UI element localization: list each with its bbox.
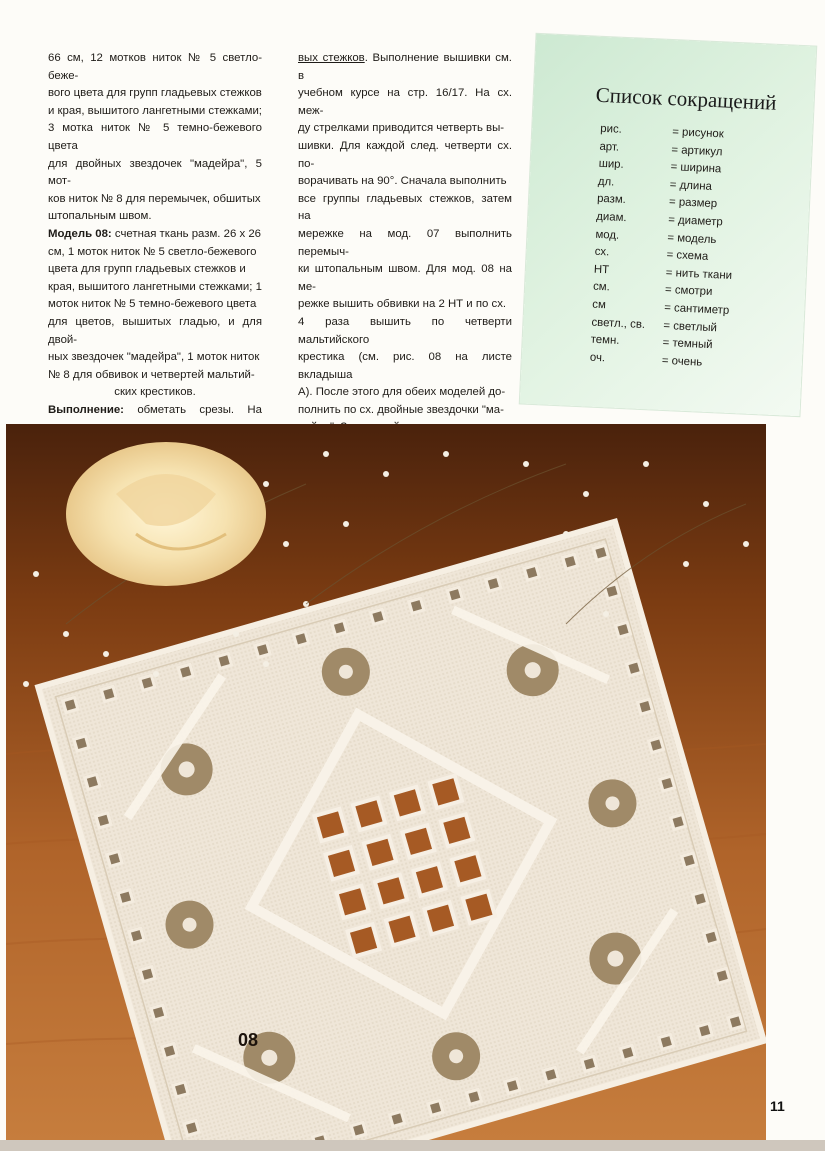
text-line: шивки. Для каждой след. четверти сх. по- bbox=[298, 139, 512, 170]
text-line: ворачивать на 90°. Сначала выполнить bbox=[298, 175, 507, 188]
text-line: полнить по сх. двойные звездочки "ма- bbox=[298, 403, 504, 416]
doily-photo bbox=[6, 424, 766, 1140]
abbreviation: шир. bbox=[598, 157, 624, 172]
text-line: ских крестиков. bbox=[114, 386, 196, 399]
text-line: мережке на мод. 07 выполнить перемыч- bbox=[298, 227, 512, 258]
text-line: крестика (см. рис. 08 на листе вкладыша bbox=[298, 351, 512, 381]
abbreviation: сх. bbox=[594, 245, 610, 259]
abbreviation: диам. bbox=[596, 210, 627, 225]
abbreviation-meaning: = схема bbox=[666, 249, 709, 264]
text-line: цвета для групп гладьевых стежков и bbox=[48, 263, 246, 276]
model08-heading: Модель 08: bbox=[48, 227, 112, 240]
text-line: моток ниток № 5 темно-бежевого цвета bbox=[48, 298, 257, 311]
text-line: для цветов, вышитых гладью, и для двой- bbox=[48, 315, 262, 346]
abbreviation: разм. bbox=[596, 193, 627, 207]
text-line: № 8 для обвивок и четвертей мальтий- bbox=[48, 368, 255, 381]
abbreviation: арт. bbox=[599, 140, 620, 154]
text-fragment: обметать срезы. На bbox=[137, 403, 262, 416]
text-line: 3 мотка ниток № 5 темно-бежевого цвета bbox=[48, 122, 262, 152]
abbreviation-meaning: = ширина bbox=[670, 161, 722, 176]
text-line: см, 1 моток ниток № 5 светло-бежевого bbox=[48, 245, 257, 258]
text-line bbox=[298, 50, 512, 85]
abbreviation-meaning: = длина bbox=[669, 178, 713, 193]
abbreviation-meaning: = модель bbox=[667, 231, 717, 246]
abbreviations-list bbox=[589, 121, 792, 376]
page-edge bbox=[0, 1140, 825, 1151]
text-line: ков ниток № 8 для перемычек, обшитых bbox=[48, 192, 261, 205]
abbreviation: см bbox=[592, 298, 607, 312]
abbreviation: см. bbox=[592, 281, 611, 294]
abbreviation-meaning: = смотри bbox=[664, 284, 713, 299]
abbreviations-title: Список сокращений bbox=[595, 82, 778, 115]
text-fragment: . Выполнение вышивки см. в bbox=[298, 52, 512, 82]
abbreviation: НТ bbox=[593, 263, 610, 277]
abbreviation-meaning: = светлый bbox=[663, 319, 718, 334]
text-line: учебном курсе на стр. 16/17. На сх. меж- bbox=[298, 87, 512, 117]
model-label: 08 bbox=[238, 1030, 259, 1050]
text-line: ки штопальным швом. Для мод. 08 на ме- bbox=[298, 263, 512, 293]
text-line: 66 см, 12 мотков ниток № 5 светло-беже- bbox=[48, 52, 262, 82]
rose-flower bbox=[66, 442, 266, 586]
doily-illustration bbox=[6, 424, 766, 1140]
text-line: все группы гладьевых стежков, затем на bbox=[298, 192, 512, 223]
text-line bbox=[48, 226, 262, 244]
materials-paragraph bbox=[48, 50, 262, 226]
execution-heading: Выполнение: bbox=[48, 403, 124, 416]
abbreviation: рис. bbox=[600, 122, 623, 136]
abbreviation-meaning: = рисунок bbox=[671, 126, 724, 141]
abbreviation-meaning: = размер bbox=[668, 196, 718, 211]
abbreviation-meaning: = очень bbox=[661, 354, 703, 369]
text-line: для двойных звездочек "мадейра", 5 мот- bbox=[48, 157, 262, 188]
abbreviation: дл. bbox=[597, 175, 615, 189]
text-line: ных звездочек "мадейра", 1 моток ниток bbox=[48, 351, 260, 364]
text-line: и края, вышитого лангетными стежками; bbox=[48, 104, 262, 117]
text-line: вого цвета для групп гладьевых стежков bbox=[48, 87, 262, 100]
abbreviation: мод. bbox=[595, 228, 620, 242]
text-line: края, вышитого лангетными стежками; 1 bbox=[48, 280, 262, 293]
abbreviation-meaning: = темный bbox=[662, 337, 713, 352]
abbreviation-meaning: = нить ткани bbox=[665, 266, 733, 282]
abbreviation-meaning: = сантиметр bbox=[663, 301, 730, 317]
text-fragment: счетная ткань разм. 26 x 26 bbox=[111, 227, 261, 240]
text-line: А). После этого для обеих моделей до- bbox=[298, 386, 506, 399]
model08-paragraph bbox=[48, 226, 262, 402]
abbreviation: оч. bbox=[589, 351, 606, 364]
text-line: режке вышить обвивки на 2 НТ и по сх. bbox=[298, 298, 507, 311]
page-number: 11 bbox=[770, 1098, 785, 1114]
text-line: штопальным швом. bbox=[48, 210, 152, 223]
abbreviation: темн. bbox=[590, 333, 620, 348]
text-line: 4 раза вышить по четверти мальтийского bbox=[298, 315, 512, 346]
abbreviations-box bbox=[520, 34, 816, 416]
abbreviation-meaning: = артикул bbox=[671, 143, 723, 158]
text-line: ду стрелками приводится четверть вы- bbox=[298, 122, 505, 135]
underlined-term: вых стежков bbox=[298, 52, 365, 64]
abbreviation: светл., св. bbox=[591, 316, 646, 331]
abbreviation-meaning: = диаметр bbox=[667, 213, 723, 229]
